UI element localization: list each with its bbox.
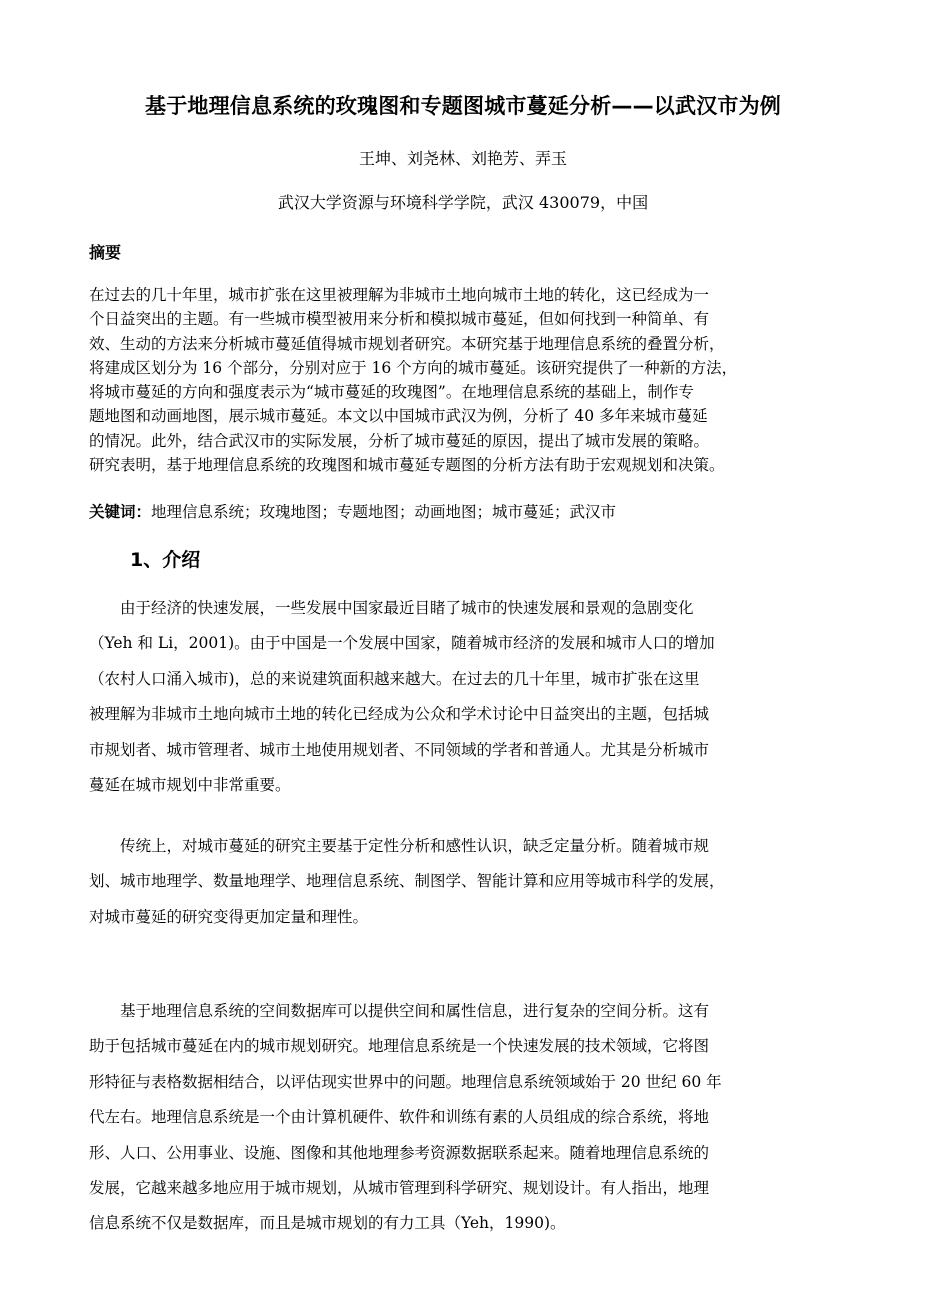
paragraph-line: 对城市蔓延的研究变得更加定量和理性。 <box>89 907 369 926</box>
abstract-line: 将城市蔓延的方向和强度表示为“城市蔓延的玫瑰图”。在地理信息系统的基础上，制作专 <box>89 383 694 402</box>
paragraph-line: 传统上，对城市蔓延的研究主要基于定性分析和感性认识，缺乏定量分析。随着城市规 <box>89 837 710 855</box>
abstract-line: 将建成区划分为 16 个部分，分别对应于 16 个方向的城市蔓延。该研究提供了一种新的方法， <box>89 358 738 377</box>
paragraph-line: 发展，它越来越多地应用于城市规划，从城市管理到科学研究、规划设计。有人指出，地理 <box>89 1179 710 1198</box>
paragraph-line: 划、城市地理学、数量地理学、地理信息系统、制图学、智能计算和应用等城市科学的发展， <box>89 872 725 891</box>
paper-title: 基于地理信息系统的玫瑰图和专题图城市蔓延分析——以武汉市为例 <box>145 94 781 118</box>
paragraph-1 <box>89 591 849 803</box>
abstract-line: 效、生动的方法来分析城市蔓延值得城市规划者研究。本研究基于地理信息系统的叠置分析， <box>89 334 725 353</box>
abstract-line: 题地图和动画地图，展示城市蔓延。本文以中国城市武汉为例，分析了 40 多年来城市蔓延 <box>89 407 708 426</box>
keywords-label: 关键词： <box>89 503 152 521</box>
paragraph-line: 蔓延在城市规划中非常重要。 <box>89 776 291 795</box>
paragraph-line: 被理解为非城市土地向城市土地的转化已经成为公众和学术讨论中日益突出的主题，包括城 <box>89 705 710 724</box>
keywords-text: 地理信息系统；玫瑰地图；专题地图；动画地图；城市蔓延；武汉市 <box>151 503 617 521</box>
abstract-line: 的情况。此外，结合武汉市的实际发展，分析了城市蔓延的原因，提出了城市发展的策略。 <box>89 431 710 450</box>
abstract-body <box>89 283 849 477</box>
paragraph-line: （农村人口涌入城市)，总的来说建筑面积越来越大。在过去的几十年里，城市扩张在这里 <box>89 669 700 688</box>
abstract-line: 研究表明，基于地理信息系统的玫瑰图和城市蔓延专题图的分析方法有助于宏观规划和决策。 <box>89 456 725 475</box>
paragraph-line: 助于包括城市蔓延在内的城市规划研究。地理信息系统是一个快速发展的技术领域，它将图 <box>89 1037 710 1056</box>
section-heading: 1、介绍 <box>130 549 201 571</box>
abstract-heading: 摘要 <box>89 243 122 262</box>
paragraph-line: 基于地理信息系统的空间数据库可以提供空间和属性信息，进行复杂的空间分析。这有 <box>89 1002 710 1020</box>
abstract-line: 在过去的几十年里，城市扩张在这里被理解为非城市土地向城市土地的转化，这已经成为一 <box>89 286 710 304</box>
paragraph-line: 信息系统不仅是数据库，而且是城市规划的有力工具（Yeh，1990)。 <box>89 1214 566 1233</box>
abstract-line: 个日益突出的主题。有一些城市模型被用来分析和模拟城市蔓延，但如何找到一种简单、有 <box>89 310 710 329</box>
affiliation: 武汉大学资源与环境科学学院，武汉 430079，中国 <box>277 193 649 212</box>
keywords <box>89 500 849 522</box>
paragraph-2 <box>89 829 849 935</box>
paragraph-line: 形特征与表格数据相结合，以评估现实世界中的问题。地理信息系统领域始于 20 世纪 60 年 <box>89 1072 722 1091</box>
paragraph-line: 市规划者、城市管理者、城市土地使用规划者、不同领域的学者和普通人。尤其是分析城市 <box>89 740 710 759</box>
paragraph-3 <box>89 994 849 1242</box>
paragraph-line: 由于经济的快速发展，一些发展中国家最近目睹了城市的快速发展和景观的急剧变化 <box>89 599 694 617</box>
paragraph-line: （Yeh 和 Li，2001)。由于中国是一个发展中国家，随着城市经济的发展和城市人口的增加 <box>89 634 715 653</box>
author-list: 王坤、刘尧林、刘艳芳、弄玉 <box>358 149 567 168</box>
paragraph-line: 形、人口、公用事业、设施、图像和其他地理参考资源数据联系起来。随着地理信息系统的 <box>89 1143 710 1162</box>
paragraph-line: 代左右。地理信息系统是一个由计算机硬件、软件和训练有素的人员组成的综合系统，将地 <box>89 1108 710 1127</box>
